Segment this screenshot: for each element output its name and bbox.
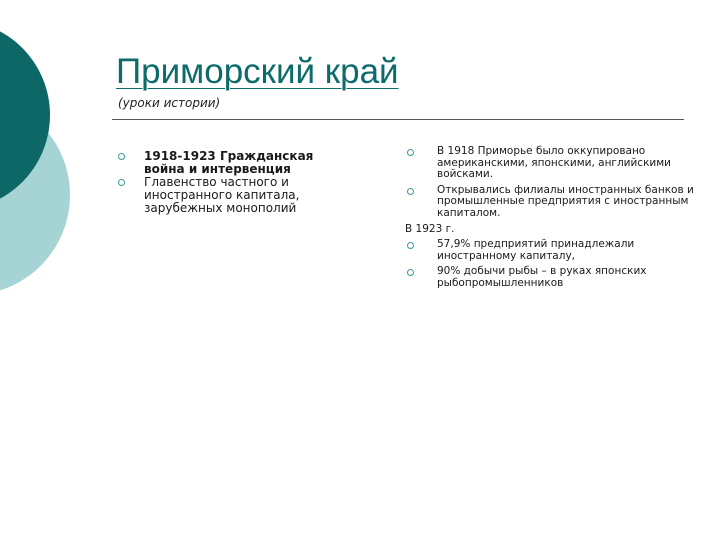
decorative-circles: [0, 0, 110, 300]
page-subtitle: (уроки истории): [118, 96, 221, 110]
list-item-text: В 1918 Приморье было оккупировано американскими, японскими, английскими войсками.: [437, 145, 671, 181]
list-item: [405, 146, 695, 181]
list-item-text: Открывались филиалы иностранных банков и промышленные предприятия с иностранным капиталом.: [437, 183, 694, 219]
list-item-text: Главенство частного и иностранного капитала, зарубежных монополий: [144, 175, 300, 215]
page-title: Приморский край: [116, 52, 399, 91]
list-item: [405, 266, 695, 289]
circle-bullet-icon: [407, 149, 414, 156]
list-item-text: 90% добычи рыбы – в руках японских рыбопромышленников: [437, 265, 647, 289]
left-bullet-list: [118, 150, 348, 215]
list-item: [405, 239, 695, 262]
circle-bullet-icon: [407, 269, 414, 276]
circle-bullet-icon: [407, 188, 414, 195]
year-1923-label: В 1923 г.: [405, 222, 455, 235]
list-item-text: 1918-1923 Гражданская война и интервенция: [144, 149, 314, 176]
list-item: [405, 185, 695, 220]
right-bullet-list-1918: [405, 146, 695, 220]
list-item-text: 57,9% предприятий принадлежали иностранному капиталу,: [437, 238, 635, 262]
circle-bullet-icon: [118, 179, 125, 186]
circle-bullet-icon: [118, 153, 125, 160]
right-column: [405, 146, 695, 294]
list-item: [118, 150, 348, 176]
title-divider: [112, 119, 684, 120]
right-bullet-list-1923: [405, 239, 695, 289]
list-item: [118, 176, 348, 215]
circle-bullet-icon: [407, 242, 414, 249]
